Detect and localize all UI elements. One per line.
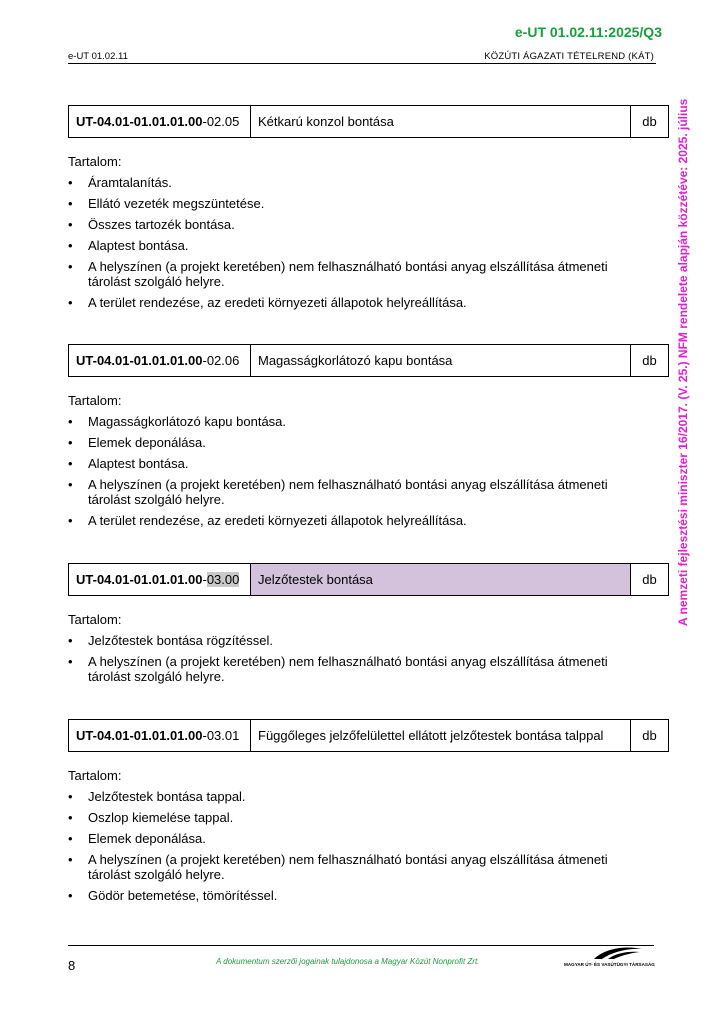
item-unit: db	[642, 728, 657, 743]
item-table-02-06	[68, 344, 669, 377]
list-item: • Összes tartozék bontása.	[68, 217, 638, 232]
list-item: • Gödör betemetése, tömörítéssel.	[68, 888, 638, 903]
item-content-02-06	[68, 393, 638, 534]
page-number: 8	[68, 958, 76, 973]
item-content-03-00	[68, 612, 638, 690]
item-content-02-05	[68, 154, 638, 316]
header-divider	[68, 63, 656, 64]
logo-text: MAGYAR ÚT- ÉS VASÚTÜGYI TÁRSASÁG	[564, 962, 655, 967]
item-name: Függőleges jelzőfelülettel ellátott jelzőtestek bontása talppal	[251, 720, 631, 751]
list-item: • Ellátó vezeték megszüntetése.	[68, 196, 638, 211]
side-publication-note: A nemzeti fejlesztési miniszter 16/2017. (V. 25.) NFM rendelete alapján közzétéve: 2025. július	[676, 98, 690, 627]
list-item: • A helyszínen (a projekt keretében) nem felhasználható bontási anyag elszállítása átmeneti tárolást szolgáló helyre.	[68, 477, 638, 507]
item-code: UT-04.01-01.01.01.00 -02.05	[69, 106, 251, 137]
item-name: Magasságkorlátozó kapu bontása	[251, 345, 631, 376]
list-item: • Oszlop kiemelése tappal.	[68, 810, 638, 825]
header-left-text: e-UT 01.02.11	[68, 51, 128, 62]
list-item: • Elemek deponálása.	[68, 831, 638, 846]
list-item: • A terület rendezése, az eredeti környezeti állapotok helyreállítása.	[68, 295, 638, 310]
list-item: • A terület rendezése, az eredeti környezeti állapotok helyreállítása.	[68, 513, 638, 528]
list-item: • A helyszínen (a projekt keretében) nem felhasználható bontási anyag elszállítása átmeneti tárolást szolgáló helyre.	[68, 259, 638, 289]
content-label: Tartalom:	[68, 612, 122, 627]
society-logo	[564, 945, 656, 967]
list-item: • Alaptest bontása.	[68, 238, 638, 253]
item-code: UT-04.01-01.01.01.00 - 03.00	[69, 564, 251, 595]
list-item: • Magasságkorlátozó kapu bontása.	[68, 414, 638, 429]
item-name-highlighted: Jelzőtestek bontása	[251, 564, 631, 595]
content-label: Tartalom:	[68, 768, 122, 783]
item-table-03-00	[68, 563, 669, 596]
list-item: • Jelzőtestek bontása rögzítéssel.	[68, 633, 638, 648]
header-right-text: KÖZÚTI ÁGAZATI TÉTELREND (KÁT)	[484, 51, 654, 62]
item-code: UT-04.01-01.01.01.00 -03.01	[69, 720, 251, 751]
list-item: • Áramtalanítás.	[68, 175, 638, 190]
selected-text[interactable]: 03.00	[206, 572, 240, 587]
road-swoosh-icon	[564, 945, 656, 961]
content-label: Tartalom:	[68, 154, 122, 169]
list-item: • A helyszínen (a projekt keretében) nem felhasználható bontási anyag elszállítása átmeneti tárolást szolgáló helyre.	[68, 654, 638, 684]
item-table-02-05	[68, 105, 669, 138]
list-item: • Jelzőtestek bontása tappal.	[68, 789, 638, 804]
item-unit: db	[642, 572, 657, 587]
document-code: e-UT 01.02.11:2025/Q3	[514, 24, 662, 40]
item-name: Kétkarú konzol bontása	[251, 106, 631, 137]
list-item: • Alaptest bontása.	[68, 456, 638, 471]
item-unit: db	[642, 353, 657, 368]
item-table-03-01	[68, 719, 669, 752]
item-code: UT-04.01-01.01.01.00 -02.06	[69, 345, 251, 376]
content-label: Tartalom:	[68, 393, 122, 408]
list-item: • A helyszínen (a projekt keretében) nem felhasználható bontási anyag elszállítása átmeneti tárolást szolgáló helyre.	[68, 852, 638, 882]
item-content-03-01	[68, 768, 638, 909]
copyright-notice: A dokumentum szerzői jogainak tulajdonosa a Magyar Közút Nonprofit Zrt.	[216, 957, 480, 966]
item-unit: db	[642, 114, 657, 129]
list-item: • Elemek deponálása.	[68, 435, 638, 450]
